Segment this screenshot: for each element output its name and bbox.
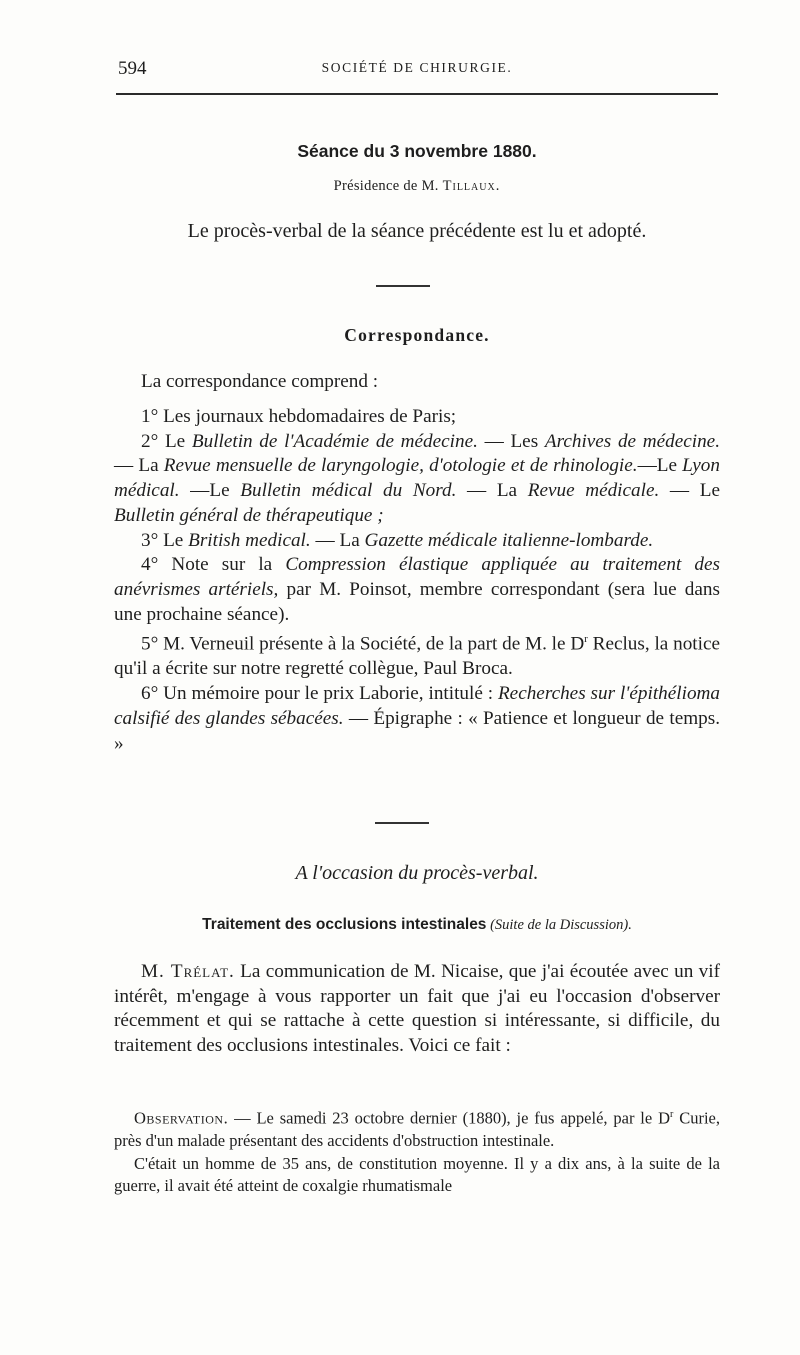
correspondance-heading: Correspondance. [344,325,490,345]
presidence-name: Tillaux. [442,178,501,194]
observation-block [114,1104,720,1198]
observation-paragraph-2: C'était un homme de 35 ans, de constitution moyenne. Il y a dix ans, à la suite de la guerre, il avait été atteint de coxalgie rhumatismale [114,1153,720,1195]
section-subheading [114,916,720,934]
presidence-prefix: Présidence de M. [333,178,443,194]
running-head [114,58,720,82]
observation-label: Observation. [134,1108,229,1128]
presidence-line [114,178,720,195]
trelat-speech [114,960,720,1059]
item-5: 5° M. Verneuil présente à la Société, de la part de M. le $D^r$ Reclus, la notice qu'il a écrite sur notre regretté collègue, Paul Broca. [114,633,720,680]
speaker-name: M. Trélat. [141,961,235,982]
page-number: 594 [118,58,147,79]
section-divider [375,822,429,824]
minutes-line: Le procès-verbal de la séance précédente est lu et adopté. [187,220,647,242]
subheading-note: (Suite de la Discussion). [486,917,632,933]
session-title: Séance du 3 novembre 1880. [297,141,537,161]
observation-paragraph-1: Observation. — Le samedi 23 octobre dernier (1880), je fus appelé, par le $D^r$ Curie, près d'un malade présentant des accidents d'obstruction intestinale. [114,1108,720,1150]
speech-paragraph: M. Trélat. La communication de M. Nicaise, que j'ai écoutée avec un vif intérêt, m'engage à vous rapporter un fait que j'ai eu l'occasion d'observer récemment et qui se rattache à cette question si intéressante, si difficile, du traitement des occlusions intestinales. Voici ce fait : [114,961,720,1057]
item-4: 4° Note sur la Compression élastique appliquée au traitement des anévrismes artériels, par M. Poinsot, membre correspondant (sera lue dans une prochaine séance). [114,554,720,625]
intro-paragraph: La correspondance comprend : [141,371,379,392]
item-2: 2° Le Bulletin de l'Académie de médecine. — Les Archives de médecine. — La Revue mensuelle de laryngologie, d'otologie et de rhinologie.—Le Lyon médical. —Le Bulletin médical du Nord. — La Revue médicale. — Le Bulletin général de thérapeutique ; [114,430,720,526]
item-1: 1° Les journaux hebdomadaires de Paris; [141,406,457,427]
correspondance-intro [114,370,720,395]
section-heading: A l'occasion du procès-verbal. [295,862,539,884]
running-title: SOCIÉTÉ DE CHIRURGIE. [321,60,513,75]
correspondance-list [114,405,720,756]
item-3: 3° Le British medical. — La Gazette médicale italienne-lombarde. [141,529,654,551]
subheading-title: Traitement des occlusions intestinales [202,916,487,933]
item-6: 6° Un mémoire pour le prix Laborie, intitulé : Recherches sur l'épithélioma calsifié des glandes sébacées. — Épigraphe : « Patience et longueur de temps. » [114,683,720,754]
section-divider [376,285,430,287]
header-rule [116,93,718,95]
